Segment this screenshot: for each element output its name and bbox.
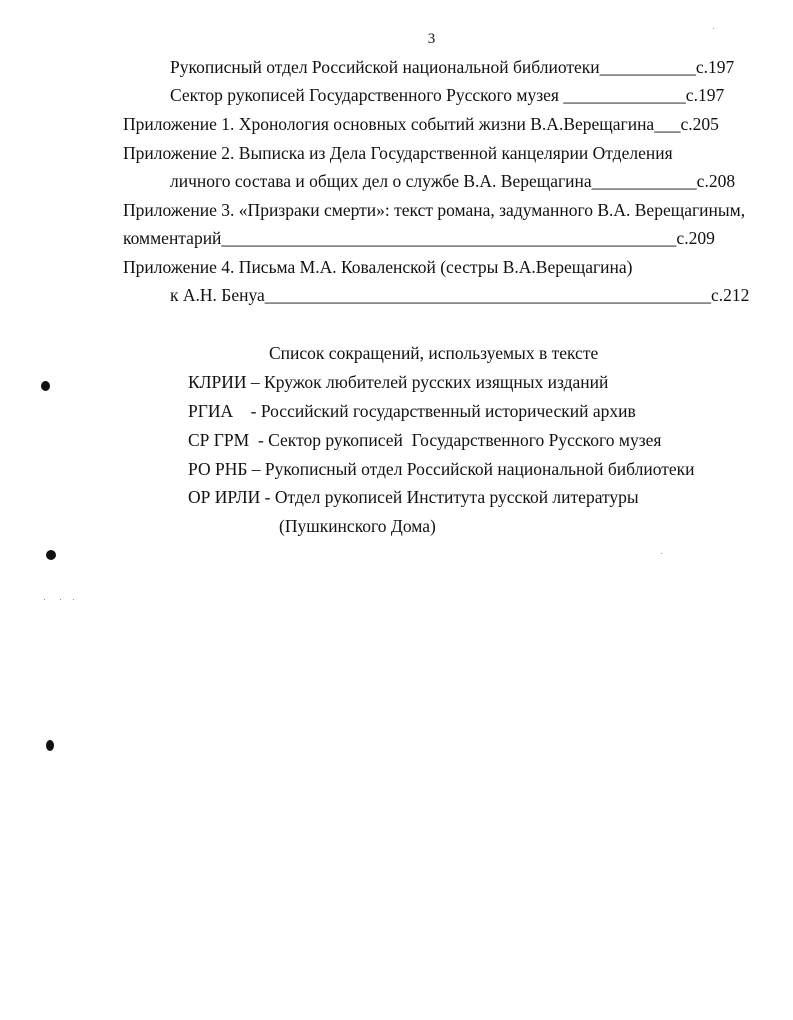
scan-speck — [73, 599, 74, 600]
toc-line: Приложение 3. «Призраки смерти»: текст романа, задуманного В.А. Верещагиным, — [123, 200, 746, 220]
page-number: 3 — [427, 31, 436, 47]
scan-blot — [46, 550, 56, 560]
abbreviations-title: Список сокращений, используемых в тексте — [269, 343, 599, 363]
toc-line: личного состава и общих дел о службе В.А. Верещагина____________с.208 — [170, 171, 736, 191]
toc-line: Сектор рукописей Государственного Русского музея ______________с.197 — [170, 85, 725, 105]
scan-speck — [713, 28, 714, 29]
abbreviation-item: РО РНБ – Рукописный отдел Российской национальной библиотеки — [188, 459, 695, 479]
abbreviation-item: СР ГРМ - Сектор рукописей Государственного Русского музея — [188, 430, 662, 450]
abbreviation-continuation: (Пушкинского Дома) — [279, 516, 436, 536]
toc-line: Рукописный отдел Российской национальной библиотеки___________с.197 — [170, 57, 735, 77]
abbreviation-item: ОР ИРЛИ - Отдел рукописей Института русской литературы — [188, 487, 639, 507]
toc-line: к А.Н. Бенуа___________________________________________________с.212 — [170, 285, 750, 305]
toc-line: Приложение 1. Хронология основных событий жизни В.А.Верещагина___с.205 — [123, 114, 719, 134]
toc-line: комментарий____________________________________________________с.209 — [123, 228, 715, 248]
toc-line: Приложение 2. Выписка из Дела Государственной канцелярии Отделения — [123, 143, 673, 163]
scan-speck — [44, 599, 45, 600]
scan-speck — [60, 599, 61, 600]
toc-line: Приложение 4. Письма М.А. Коваленской (сестры В.А.Верещагина) — [123, 257, 633, 277]
scan-blot — [46, 740, 54, 751]
scan-speck — [661, 553, 662, 554]
abbreviation-item: РГИА - Российский государственный исторический архив — [188, 401, 636, 421]
abbreviation-item: КЛРИИ – Кружок любителей русских изящных изданий — [188, 372, 609, 392]
scan-blot — [41, 381, 50, 391]
